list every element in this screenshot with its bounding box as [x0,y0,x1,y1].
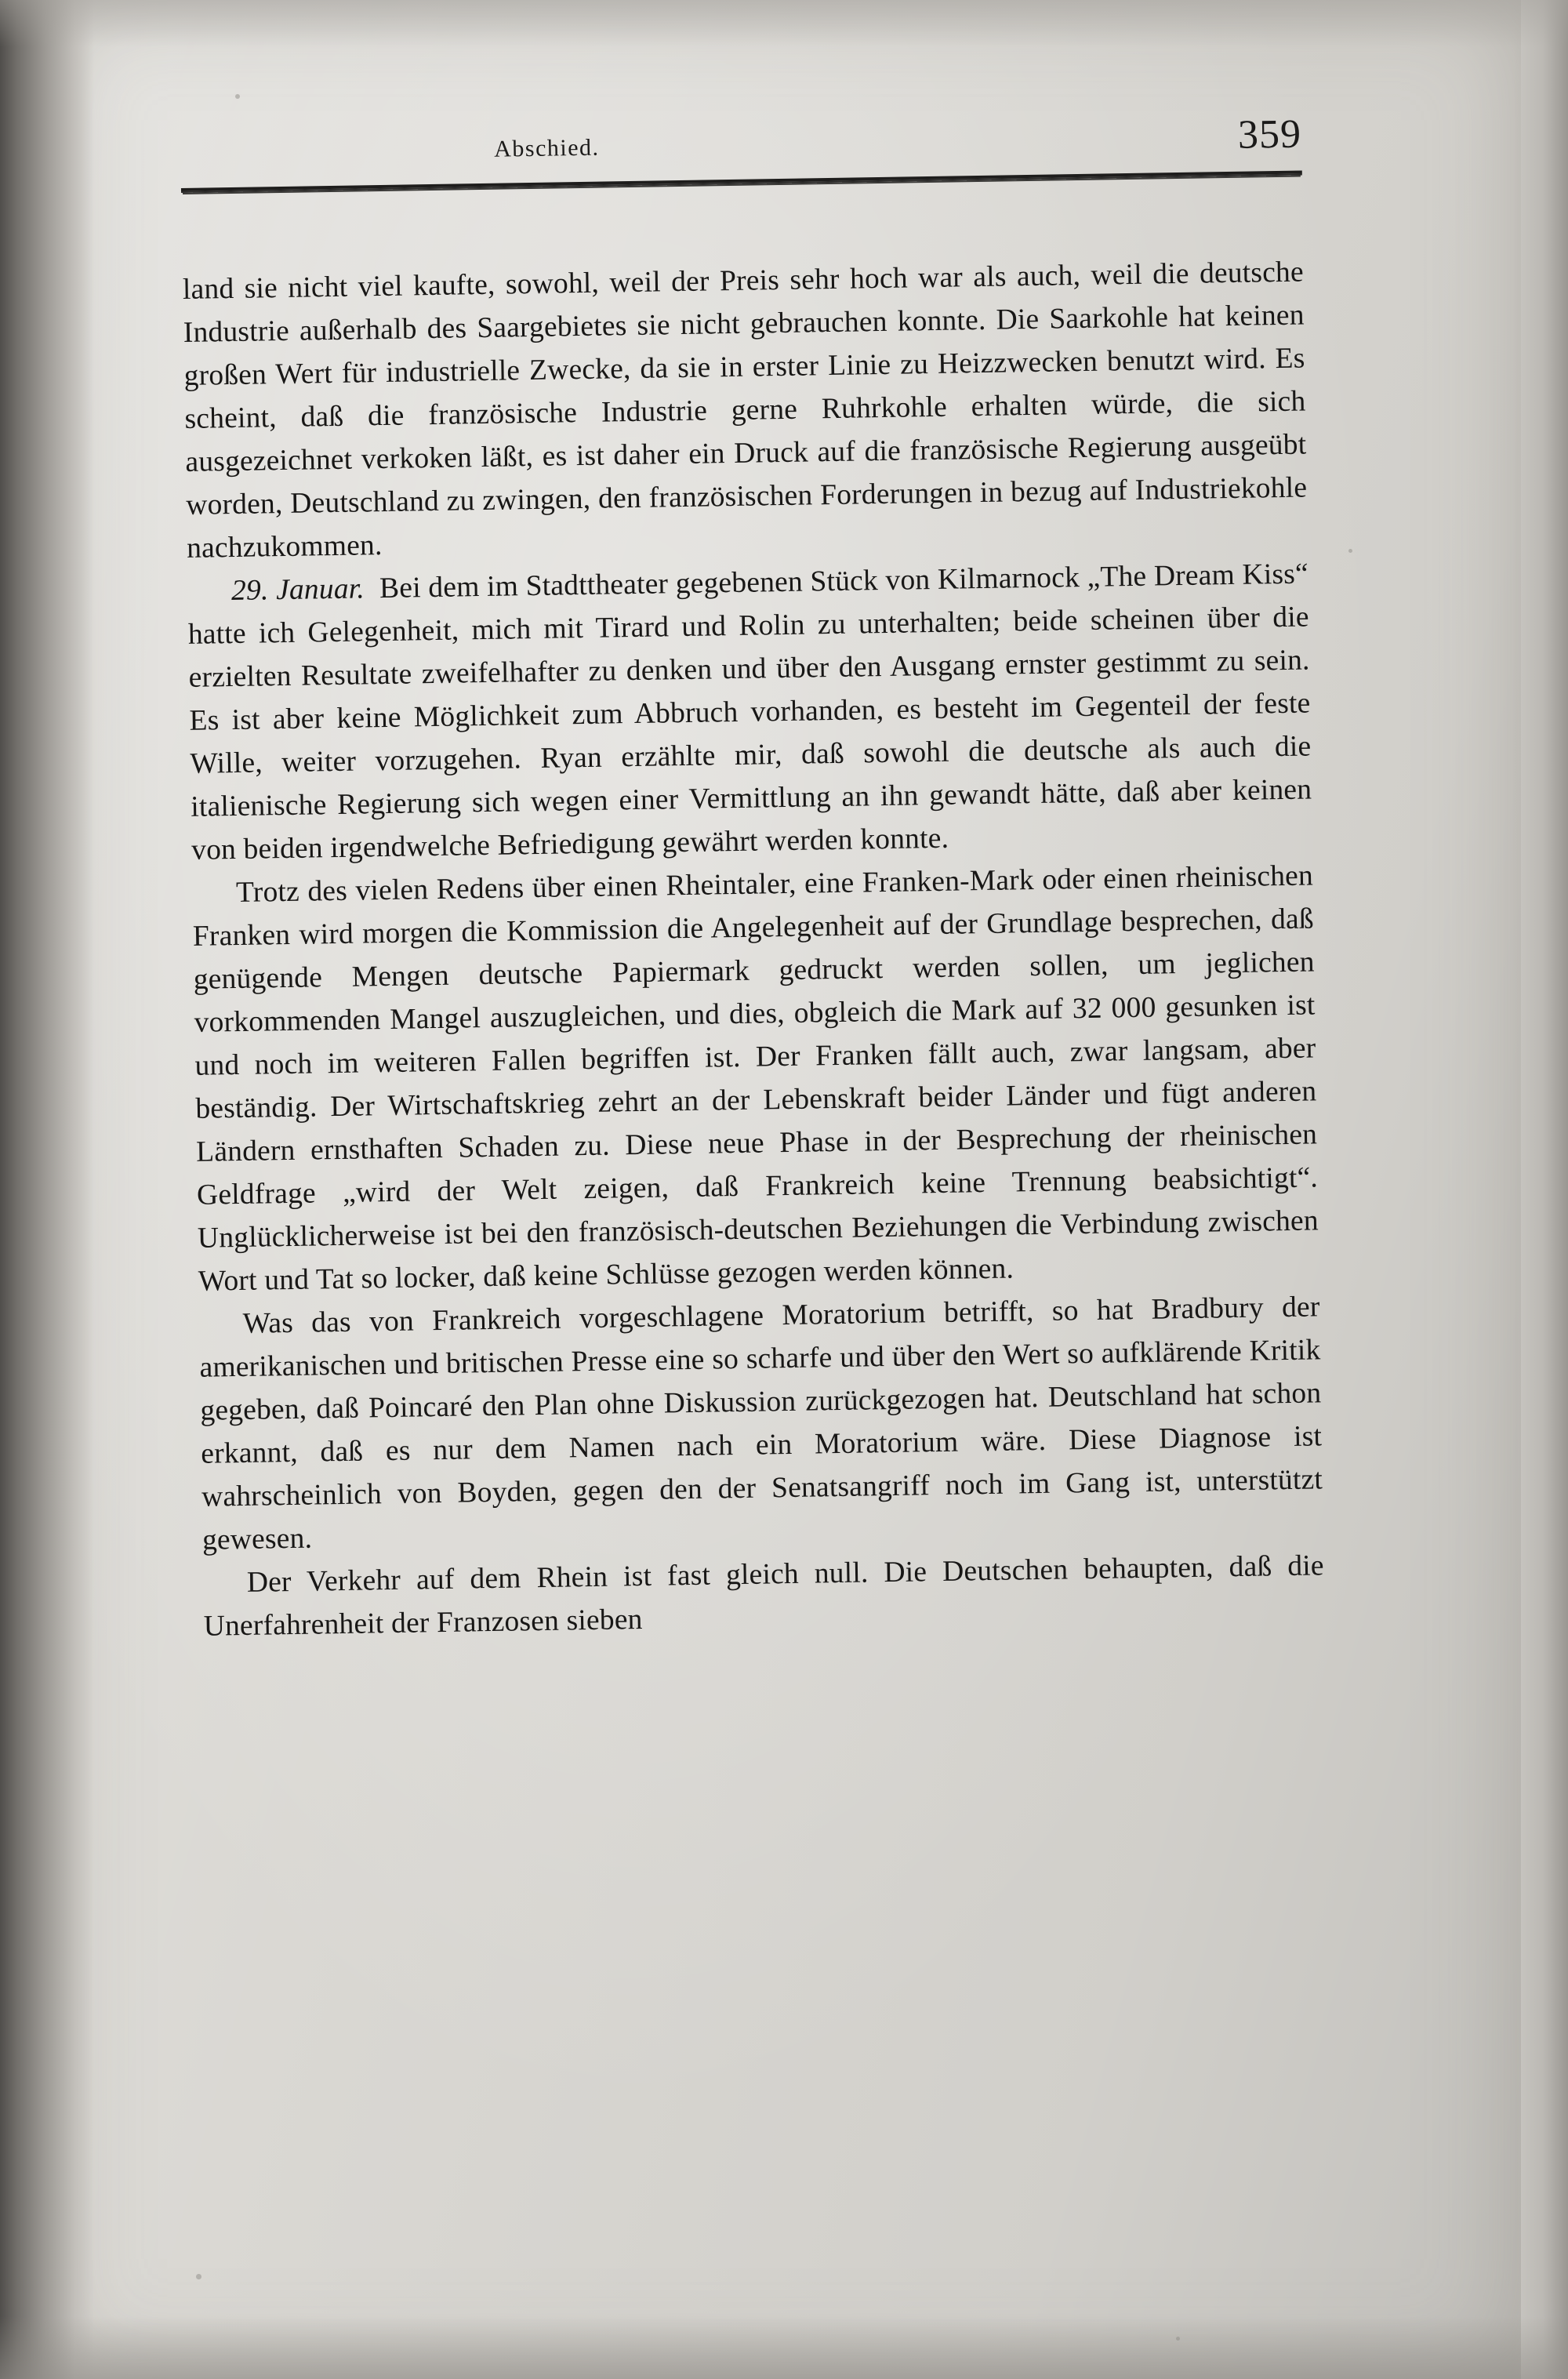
binding-gutter-shadow [0,0,94,2379]
paragraph: Was das von Frankreich vorgeschlagene Moratorium betrifft, so hat Bradbury der amerikanischen und britischen Presse eine so scharfe und über den Wert so aufklärende Kritik gegeben, daß Poincaré den Plan ohne Diskussion zurückgezogen hat. Deutschland hat schon erkannt, daß es nur dem Namen nach ein Moratorium wäre. Diese Diagnose ist wahrscheinlich von Boyden, gegen den der Senatsangriff noch im Gang ist, unterstützt gewesen. [199,1291,1323,1556]
scan-speck [235,94,240,99]
running-head: Abschied. [493,134,600,162]
scan-speck [1176,2337,1180,2341]
paragraph: Trotz des vielen Redens über einen Rheintaler, eine Franken-Mark oder einen rheinischen Franken wird morgen die Kommission die Angelegenheit auf der Grundlage besprechen, daß genügende Mengen deutsche Papiermark gedruckt werden sollen, um jeglichen vorkommenden Mangel auszugleichen, und dies, obgleich die Mark auf 32 000 gesunken ist und noch im weiteren Fallen begriffen ist. Der Franken fällt auch, zwar langsam, aber beständig. Der Wirtschaftskrieg zehrt an der Lebenskraft beider Länder und fügt anderen Ländern ernsthaften Schaden zu. Diese neue Phase in der Besprechung der rheinischen Geldfrage „wird der Welt zeigen, daß Frankreich keine Trennung beabsichtigt“. Unglücklicherweise ist bei den französisch-deutschen Beziehungen die Verbindung zwischen Wort und Tat so locker, daß keine Schlüsse gezogen werden können. [192,859,1319,1298]
paragraph-text: Bei dem im Stadttheater gegebenen Stück von Kilmarnock „The Dream Kiss“ hatte ich Gelegenheit, mich mit Tirard und Rolin zu unterhalten; beide scheinen über die erzielten Resultate zweifelhafter zu denken und über den Ausgang ernster gestimmt zu sein. Es ist aber keine Möglichkeit zum Abbruch vorhanden, es besteht im Gegenteil der feste Wille, weiter vorzugehen. Ryan erzählte mir, daß sowohl die deutsche als auch die italienische Regierung sich wegen einer Vermittlung an ihn gewandt hätte, daß aber keinen von beiden irgendwelche Befriedigung gewährt werden konnte. [187,558,1312,866]
bottom-edge-shadow [0,2316,1568,2379]
paragraph-with-date [187,552,1313,871]
scan-speck [1348,549,1352,553]
page-number: 359 [1237,111,1302,158]
paragraph: land sie nicht viel kaufte, sowohl, weil der Preis sehr hoch war als auch, weil die deutsche Industrie außerhalb des Saargebietes sie nicht gebrauchen konnte. Die Saarkohle hat keinen großen Wert für industrielle Zwecke, da sie in erster Linie zu Heizzwecken benutzt wird. Es scheint, daß die französische Industrie gerne Ruhrkohle erhalten würde, die sich ausgezeichnet verkoken läßt, es ist daher ein Druck auf die französische Regierung ausgeübt worden, Deutschland zu zwingen, den französischen Forderungen in bezug auf Industriekohle nachzukommen. [182,256,1308,565]
top-edge-shadow [0,0,1568,47]
diary-date-label: 29. Januar. [230,572,365,608]
header-rule [181,171,1302,193]
scan-speck [196,2274,201,2279]
paragraph: Der Verkehr auf dem Rhein ist fast gleich null. Die Deutschen behaupten, daß die Unerfahrenheit der Franzosen sieben [203,1549,1325,1643]
right-edge-shadow [1513,0,1568,2379]
page-content [180,111,1325,1648]
page-body-text [183,251,1325,1648]
